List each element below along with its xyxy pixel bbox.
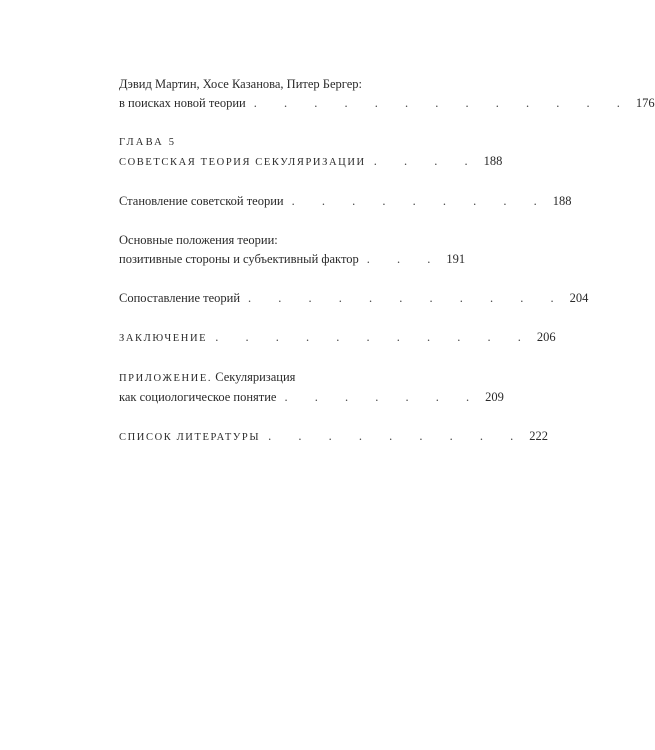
dot-leader: . . . . . . . bbox=[284, 390, 482, 404]
page-number: 191 bbox=[446, 252, 466, 266]
page-number: 188 bbox=[483, 154, 503, 168]
conclusion-title: ЗАКЛЮЧЕНИЕ bbox=[119, 333, 208, 344]
toc-entry-row bbox=[119, 192, 572, 211]
appendix-title-rest: Секуляризация bbox=[212, 370, 296, 384]
appendix-title-line2: как социологическое понятие bbox=[119, 390, 277, 404]
toc-entry-comparison bbox=[119, 289, 589, 308]
toc-entry-martin-casanova-berger bbox=[119, 75, 655, 113]
toc-entry-row bbox=[119, 388, 504, 407]
page-number: 176 bbox=[635, 96, 655, 110]
dot-leader: . . . . bbox=[373, 154, 480, 168]
page-number: 206 bbox=[536, 330, 556, 344]
page-number: 188 bbox=[552, 194, 572, 208]
toc-entry-title-line1: Дэвид Мартин, Хосе Казанова, Питер Бергер: bbox=[119, 77, 362, 91]
toc-chapter-row bbox=[119, 152, 503, 172]
appendix-label: ПРИЛОЖЕНИЕ. bbox=[119, 373, 213, 384]
toc-entry-main-provisions bbox=[119, 231, 464, 269]
dot-leader: . . . . . . . . . bbox=[268, 429, 526, 443]
chapter-label: ГЛАВА 5 bbox=[119, 137, 177, 148]
toc-entry-row bbox=[119, 328, 556, 348]
toc-appendix bbox=[119, 368, 504, 407]
dot-leader: . . . . . . . . . . . bbox=[215, 330, 533, 344]
references-title: СПИСОК ЛИТЕРАТУРЫ bbox=[119, 432, 261, 443]
toc-entry-title: Становление советской теории bbox=[119, 194, 284, 208]
page-number: 222 bbox=[529, 429, 548, 443]
toc-entry-title-line2: позитивные стороны и субъективный фактор bbox=[119, 252, 359, 266]
dot-leader: . . . . . . . . . bbox=[291, 194, 549, 208]
toc-references bbox=[119, 427, 548, 447]
toc-conclusion bbox=[119, 328, 556, 348]
toc-chapter-5 bbox=[119, 133, 503, 172]
toc-entry-title-line1: Основные положения теории: bbox=[119, 233, 278, 247]
toc-entry-title: Сопоставление теорий bbox=[119, 291, 241, 305]
toc-entry-row bbox=[119, 250, 464, 269]
toc-entry-row bbox=[119, 289, 589, 308]
table-of-contents bbox=[119, 75, 655, 467]
dot-leader: . . . bbox=[366, 252, 443, 266]
toc-entry-title-line2: в поисках новой теории bbox=[119, 96, 246, 110]
toc-entry-row bbox=[119, 94, 655, 113]
chapter-title: СОВЕТСКАЯ ТЕОРИЯ СЕКУЛЯРИЗАЦИИ bbox=[119, 157, 366, 168]
dot-leader: . . . . . . . . . . . bbox=[248, 291, 566, 305]
page-number: 204 bbox=[569, 291, 589, 305]
toc-entry-row bbox=[119, 427, 548, 447]
dot-leader: . . . . . . . . . . . . . bbox=[253, 96, 632, 110]
page-number: 209 bbox=[485, 390, 504, 404]
toc-entry-soviet-theory-formation bbox=[119, 192, 572, 211]
appendix-title-line1 bbox=[119, 368, 464, 388]
